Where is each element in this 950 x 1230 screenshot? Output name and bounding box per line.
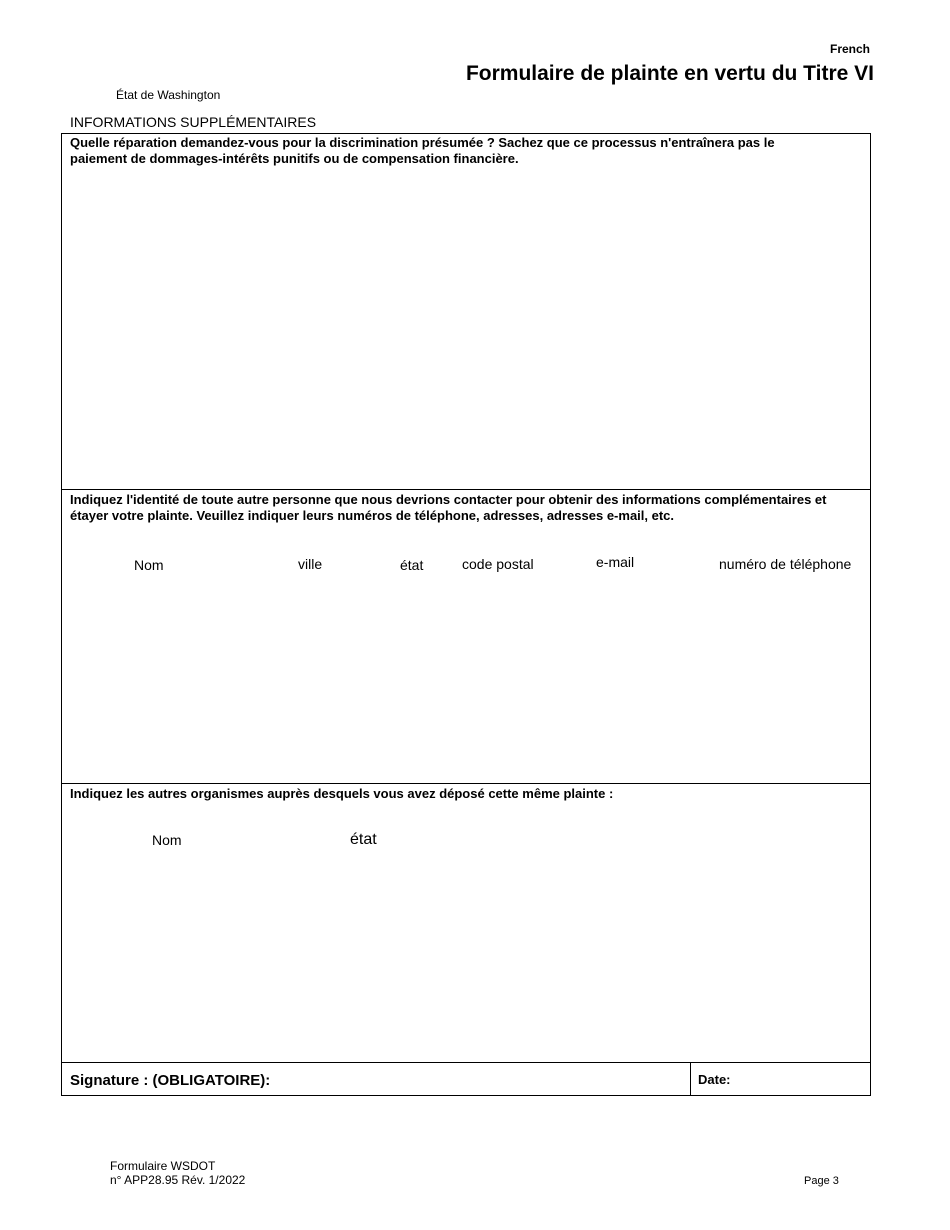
footer-form-line2: n° APP28.95 Rév. 1/2022 bbox=[110, 1173, 246, 1187]
contacts-col-city: ville bbox=[298, 556, 323, 572]
question-agencies: Indiquez les autres organismes auprès desquels vous avez déposé cette même plainte : bbox=[70, 786, 614, 801]
question-remedy: Quelle réparation demandez-vous pour la discrimination présumée ? Sachez que ce processus n'entraînera pas le paiement de dommages-intérêts punitifs ou de compensation financière. bbox=[70, 135, 775, 166]
state-label: État de Washington bbox=[116, 88, 221, 102]
contacts-col-name: Nom bbox=[134, 557, 164, 573]
date-label: Date: bbox=[698, 1072, 731, 1087]
agencies-col-name: Nom bbox=[152, 832, 182, 848]
divider-remedy bbox=[62, 489, 870, 490]
signature-label: Signature : (OBLIGATOIRE): bbox=[70, 1072, 271, 1089]
section-title: INFORMATIONS SUPPLÉMENTAIRES bbox=[70, 114, 317, 130]
page-title: Formulaire de plainte en vertu du Titre VI bbox=[465, 62, 874, 85]
contacts-col-phone: numéro de téléphone bbox=[719, 556, 852, 572]
language-label: French bbox=[829, 42, 870, 56]
footer-form-number bbox=[110, 1159, 245, 1187]
divider-contacts bbox=[62, 783, 870, 784]
divider-signature bbox=[62, 1062, 870, 1063]
contacts-col-email: e-mail bbox=[596, 554, 635, 570]
agencies-col-state: état bbox=[350, 831, 377, 848]
contacts-col-state: état bbox=[400, 557, 424, 573]
footer-page-number: Page 3 bbox=[804, 1175, 839, 1187]
signature-date-separator bbox=[690, 1062, 691, 1095]
question-contacts: Indiquez l'identité de toute autre personne que nous devrions contacter pour obtenir des informations complémentaires et étayer votre plainte. Veuillez indiquer leurs numéros de téléphone, adresses, adresses e-mail, etc. bbox=[70, 492, 827, 523]
contacts-col-zip: code postal bbox=[462, 556, 534, 572]
form-box bbox=[61, 133, 871, 1096]
footer-form-line1: Formulaire WSDOT bbox=[110, 1159, 216, 1173]
